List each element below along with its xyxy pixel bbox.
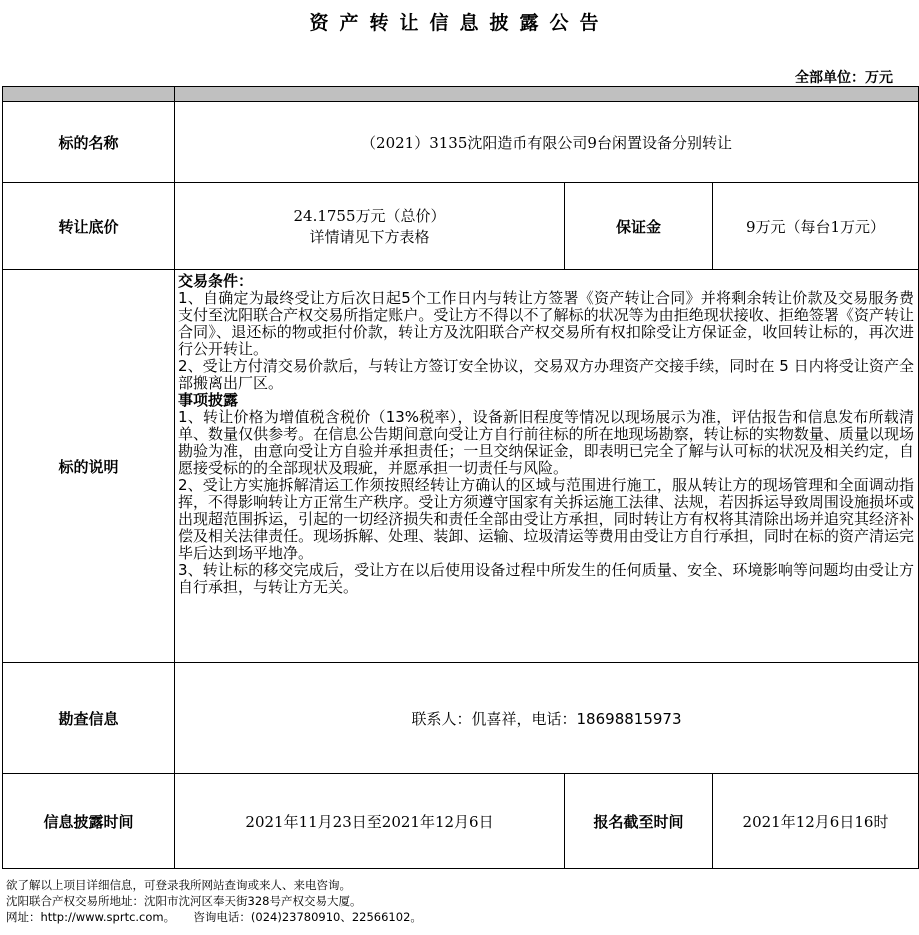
price-label: 转让底价: [3, 183, 175, 270]
description-body: [175, 270, 919, 663]
footer-line-inquiry: 欲了解以上项目详细信息，可登录我所网站查询或来人、来电咨询。: [6, 878, 351, 892]
row-survey: [3, 663, 919, 774]
trade-condition-1: 1、自确定为最终受让方后次日起5个工作日内与转让方签署《资产转让合同》并将剩余转让价款及交易服务费支付至沈阳联合产权交易所指定账户。受让方不得以不了解标的状况等为由拒绝现状接收、拒绝签署《资产转让合同》、退还标的物或拒付价款，转让方及沈阳联合产权交易所有权扣除受让方保证金，收回转让标的，再次进行公开转让。: [178, 289, 915, 358]
deadline-value: 2021年12月6日16时: [713, 774, 919, 869]
disclosure-item-3: 3、转让标的移交完成后，受让方在以后使用设备过程中所发生的任何质量、安全、环境影响等问题均由受让方自行承担，与转让方无关。: [178, 561, 915, 596]
row-dates: [3, 774, 919, 869]
price-total: 24.1755万元（总价）: [293, 207, 446, 225]
row-description: [3, 270, 919, 663]
header-bar-right: [175, 87, 919, 102]
disclosure-time-value: 2021年11月23日至2021年12月6日: [175, 774, 565, 869]
footer-line-address: 沈阳联合产权交易所地址：沈阳市沈河区奉天街328号产权交易大厦。: [6, 894, 362, 908]
disclosure-item-1: 1、转让价格为增值税含税价（13%税率），设备新旧程度等情况以现场展示为准，评估报告和信息发布所载清单、数量仅供参考。在信息公告期间意向受让方自行前往标的所在地现场勘察，转让标的实物数量、质量以现场勘验为准，由意向受让方自验并承担责任；一旦交纳保证金，即表明已完全了解与认可标的状况及相关约定，自愿接受标的的全部现状及瑕疵，并愿承担一切责任与风险。: [178, 408, 915, 477]
deposit-label: 保证金: [565, 183, 713, 270]
price-value: [175, 183, 565, 270]
disclosure-time-label: 信息披露时间: [3, 774, 175, 869]
description-label: 标的说明: [3, 270, 175, 663]
unit-note: 全部单位：万元: [795, 70, 893, 86]
disclosure-table: [2, 86, 919, 869]
asset-name-label: 标的名称: [3, 102, 175, 183]
footer-notes: [6, 877, 422, 925]
deadline-label: 报名截至时间: [565, 774, 713, 869]
page-title: 资产转让信息披露公告: [309, 12, 610, 34]
footer-line-contact: 网址：http://www.sprtc.com。 咨询电话：(024)23780910、22566102。: [6, 910, 422, 924]
deposit-value: 9万元（每台1万元）: [713, 183, 919, 270]
survey-label: 勘查信息: [3, 663, 175, 774]
disclosure-item-2: 2、受让方实施拆解清运工作须按照经转让方确认的区域与范围进行施工，服从转让方的现场管理和全面调动指挥，不得影响转让方正常生产秩序。受让方须遵守国家有关拆运施工法律、法规，若因拆运导致周围设施损坏或出现超范围拆运，引起的一切经济损失和责任全部由受让方承担，同时转让方有权将其清除出场并追究其经济补偿及相关法律责任。现场拆解、处理、装卸、运输、垃圾清运等费用由受让方自行承担，同时在标的资产清运完毕后达到场平地净。: [178, 476, 915, 562]
disclosure-heading: 事项披露: [178, 391, 239, 409]
survey-contact: 联系人：仉喜祥，电话：18698815973: [175, 663, 919, 774]
row-asset-name: [3, 102, 919, 183]
trade-conditions-heading: 交易条件：: [178, 272, 254, 290]
header-bar-left: [3, 87, 175, 102]
price-note: 详情请见下方表格: [309, 228, 430, 246]
row-price: [3, 183, 919, 270]
table-header-bar: [3, 87, 919, 102]
asset-name-value: （2021）3135沈阳造币有限公司9台闲置设备分别转让: [175, 102, 919, 183]
trade-condition-2: 2、受让方付清交易价款后，与转让方签订安全协议，交易双方办理资产交接手续，同时在 5 日内将受让资产全部搬离出厂区。: [178, 357, 915, 392]
